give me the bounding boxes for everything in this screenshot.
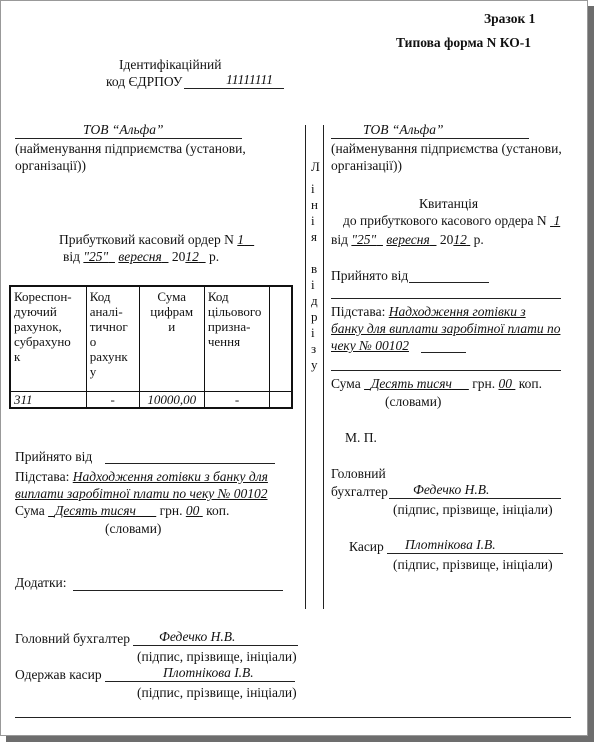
- left-cashier-label: Одержав касир: [15, 667, 102, 682]
- right-cashier-underline: [387, 553, 563, 554]
- left-company-underline: [15, 138, 242, 139]
- attachments-label: Додатки:: [15, 575, 67, 590]
- right-cashier-name: Плотнікова І.В.: [405, 537, 496, 552]
- sum-label: Сума: [15, 503, 45, 518]
- form-title: Типова форма N КО-1: [396, 35, 531, 50]
- header-line: субрахуно: [14, 334, 71, 349]
- cut-line-label: [311, 159, 320, 373]
- header-line: о: [89, 334, 97, 349]
- right-basis: [331, 304, 526, 320]
- id-label: Ідентифікаційний: [119, 57, 222, 72]
- right-chief-underline: [389, 498, 561, 499]
- right-chief-label-2: бухгалтер: [331, 484, 388, 499]
- date-suffix: р.: [208, 249, 220, 264]
- left-chief-caption: (підпис, прізвище, ініціали): [137, 649, 297, 664]
- header-line: и: [168, 319, 176, 334]
- left-basis-line-2: виплати заробітної плати по чеку № 00102: [15, 486, 268, 501]
- sum-label: Сума: [331, 376, 361, 391]
- header-line: Сума: [157, 289, 187, 304]
- receipt-order-number: 1: [553, 213, 561, 228]
- value-cell: 10000,00: [139, 392, 204, 409]
- left-cashier-caption: (підпис, прізвище, ініціали): [137, 685, 297, 700]
- cut-line-right: [323, 125, 324, 609]
- header-line: у: [89, 364, 97, 379]
- header-line: цільового: [207, 304, 262, 319]
- right-company-caption: (найменування підприємства (установи,: [331, 141, 562, 156]
- date-suffix: р.: [473, 232, 484, 247]
- left-words-caption: (словами): [105, 521, 162, 536]
- right-cashier-caption: (підпис, прізвище, ініціали): [393, 557, 553, 572]
- header-line: призна-: [207, 319, 251, 334]
- receipt-subtitle-text: до прибуткового касового ордера N: [343, 213, 547, 228]
- table-header-row: [10, 286, 292, 392]
- order-number: 1: [237, 232, 245, 247]
- date-year: 12: [185, 249, 199, 264]
- date-year-prefix: 20: [439, 232, 454, 247]
- order-date: [63, 249, 219, 265]
- cut-letter: і: [311, 181, 315, 196]
- basis-label: Підстава:: [15, 469, 70, 484]
- basis-label: Підстава:: [331, 304, 386, 319]
- cut-line-left: [305, 125, 306, 609]
- stamp-label: М. П.: [345, 430, 377, 445]
- right-chief-label: Головний: [331, 466, 386, 481]
- right-chief-name: Федечко Н.В.: [413, 482, 490, 497]
- right-chief-caption: (підпис, прізвище, ініціали): [393, 502, 553, 517]
- date-year: 12: [453, 232, 467, 247]
- left-sum: [15, 503, 229, 519]
- attachments-underline: [73, 590, 283, 591]
- right-sum: [331, 376, 542, 392]
- value-cell: -: [86, 392, 139, 409]
- right-accepted-underline-2: [331, 298, 561, 299]
- cut-letter: у: [311, 357, 318, 372]
- kop-value: 00: [498, 376, 512, 391]
- right-accepted-underline: [409, 282, 489, 283]
- table-values-row: [10, 392, 292, 409]
- right-words-caption: (словами): [385, 394, 442, 409]
- kop-label: коп.: [206, 503, 230, 518]
- left-chief-underline: [133, 645, 298, 646]
- kop-label: коп.: [518, 376, 542, 391]
- right-company-caption-2: організації)): [331, 158, 403, 173]
- edrpou-label: код ЄДРПОУ: [106, 74, 183, 89]
- left-basis: [15, 469, 268, 485]
- right-basis-line-2: банку для виплати заробітної плати по: [331, 321, 561, 336]
- edrpou-underline: [184, 88, 284, 89]
- header-line: аналі-: [89, 304, 123, 319]
- header-line: рахунк: [89, 349, 128, 364]
- left-chief-accountant: [15, 631, 130, 647]
- left-accepted-from: Прийнято від: [15, 449, 93, 464]
- receipt-date: [331, 232, 484, 248]
- cut-letter: і: [311, 213, 315, 228]
- header-analytic-code: [86, 286, 139, 392]
- cut-letter: в: [311, 261, 318, 276]
- right-company-underline: [331, 138, 529, 139]
- date-month: вересня: [386, 232, 430, 247]
- cut-letter: Л: [311, 159, 320, 174]
- left-company-caption: (найменування підприємства (установи,: [15, 141, 246, 156]
- date-day: "25": [83, 249, 109, 264]
- date-prefix: від: [331, 232, 348, 247]
- header-line: к: [14, 349, 21, 364]
- sample-label: Зразок 1: [484, 11, 536, 26]
- right-accepted-from: Прийнято від: [331, 268, 409, 283]
- cut-letter: я: [311, 229, 317, 244]
- header-line: рахунок,: [14, 319, 62, 334]
- cut-letter: і: [311, 277, 315, 292]
- account-codes-table: [9, 285, 293, 409]
- header-line: Код: [207, 289, 229, 304]
- right-cashier-label: Касир: [349, 539, 384, 554]
- receipt-subtitle: [343, 213, 560, 229]
- left-company-caption-2: організації)): [15, 158, 87, 173]
- cut-letter: з: [311, 341, 317, 356]
- edrpou-code: 11111111: [226, 72, 273, 87]
- header-purpose-code: [204, 286, 269, 392]
- left-accepted-underline: [105, 463, 275, 464]
- date-day: "25": [351, 232, 377, 247]
- value-cell: [270, 392, 292, 409]
- value-cell: -: [204, 392, 269, 409]
- cut-letter: і: [311, 325, 315, 340]
- sum-words: Десять тисяч: [54, 503, 136, 518]
- header-empty: [270, 286, 292, 392]
- order-title: [59, 232, 254, 248]
- receipt-title: Квитанція: [419, 196, 479, 211]
- header-line: тичног: [89, 319, 128, 334]
- cut-letter: н: [311, 197, 318, 212]
- value-cell: 311: [10, 392, 86, 409]
- left-cashier-name: Плотнікова І.В.: [163, 665, 254, 680]
- header-line: дуючий: [14, 304, 57, 319]
- uah-label: грн.: [159, 503, 183, 518]
- header-line: чення: [207, 334, 241, 349]
- kop-value: 00: [185, 503, 200, 518]
- basis-line-1: Надходження готівки з банку для: [72, 469, 268, 484]
- date-prefix: від: [63, 249, 80, 264]
- cut-letter: р: [311, 309, 318, 324]
- uah-label: грн.: [472, 376, 496, 391]
- cut-letter: д: [311, 293, 318, 308]
- date-year-prefix: 20: [171, 249, 186, 264]
- left-cashier-underline: [105, 681, 295, 682]
- right-basis-line-3: чеку № 00102: [331, 338, 409, 353]
- header-line: Кореспон-: [14, 289, 72, 304]
- header-sum-digits: [139, 286, 204, 392]
- date-month: вересня: [118, 249, 162, 264]
- left-chief-name: Федечко Н.В.: [159, 629, 236, 644]
- right-company-name: ТОВ “Альфа”: [363, 122, 444, 137]
- sum-words: Десять тисяч: [370, 376, 452, 391]
- order-title-text: Прибутковий касовий ордер N: [59, 232, 234, 247]
- right-basis-underline-2: [331, 370, 561, 371]
- header-correspondent-account: [10, 286, 86, 392]
- right-basis-underline: [421, 352, 466, 353]
- header-line: Код: [89, 289, 111, 304]
- basis-line-1: Надходження готівки з: [388, 304, 526, 319]
- left-company-name: ТОВ “Альфа”: [83, 122, 164, 137]
- bottom-rule: [15, 717, 571, 718]
- chief-accountant-label: Головний бухгалтер: [15, 631, 130, 646]
- header-line: цифрам: [150, 304, 194, 319]
